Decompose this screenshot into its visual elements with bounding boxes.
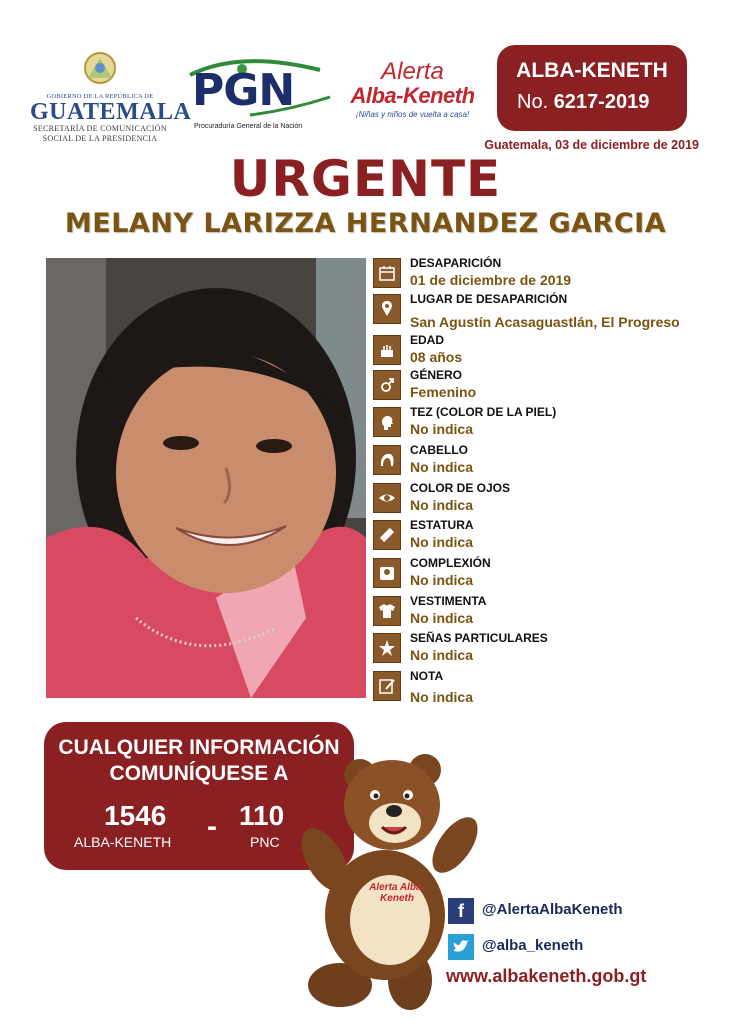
- info-nota: [373, 671, 723, 707]
- ruler-icon: [373, 520, 401, 550]
- info-edad: [373, 335, 723, 371]
- gender-icon: [373, 370, 401, 400]
- birthday-cake-icon: [373, 335, 401, 365]
- info-ojos: [373, 483, 723, 519]
- pgn-name: PGN: [192, 65, 295, 116]
- guatemala-government-logo: [30, 48, 192, 148]
- scale-icon: [373, 558, 401, 588]
- info-label: CABELLO: [410, 443, 468, 457]
- guatemala-sub-line-2: SOCIAL DE LA PRESIDENCIA: [42, 134, 158, 143]
- location-pin-icon: [373, 294, 401, 324]
- info-vestimenta: [373, 596, 723, 632]
- alba-keneth-word: Alba-Keneth: [350, 83, 475, 108]
- guatemala-top-text: GOBIERNO DE LA REPÚBLICA DE: [46, 93, 154, 100]
- bear-badge-text: Alerta Alba-Keneth: [369, 882, 425, 904]
- case-title: ALBA-KENETH: [516, 59, 668, 82]
- info-label: LUGAR DE DESAPARICIÓN: [410, 292, 568, 306]
- info-label: GÉNERO: [410, 368, 463, 382]
- info-label: DESAPARICIÓN: [410, 256, 502, 270]
- alerta-tagline: ¡Niñas y niños de vuelta a casa!: [355, 110, 470, 119]
- info-label: TEZ (COLOR DE LA PIEL): [410, 405, 557, 419]
- info-value: No indica: [410, 689, 474, 705]
- info-complexion: [373, 558, 723, 594]
- phone-pnc[interactable]: 110: [239, 800, 285, 831]
- case-number-box: [497, 45, 687, 131]
- alerta-word: Alerta: [381, 58, 444, 85]
- eye-icon: [373, 483, 401, 513]
- alerta-alba-keneth-logo: [345, 60, 480, 130]
- shirt-icon: [373, 596, 401, 626]
- info-value: 01 de diciembre de 2019: [410, 272, 572, 288]
- hair-icon: [373, 445, 401, 475]
- website-link[interactable]: www.albakeneth.gob.gt: [446, 966, 647, 986]
- info-label: NOTA: [410, 669, 444, 683]
- note-icon: [373, 671, 401, 701]
- case-number-value: 6217-2019: [553, 91, 650, 113]
- urgent-title: URGENTE: [229, 150, 502, 208]
- missing-person-name: MELANY LARIZZA HERNANDEZ GARCIA: [64, 208, 667, 239]
- info-lugar: [373, 294, 723, 330]
- phone-alba-keneth[interactable]: 1546: [104, 800, 167, 831]
- phone-separator: -: [207, 810, 217, 843]
- calendar-icon: [373, 258, 401, 288]
- info-cabello: [373, 445, 723, 481]
- pgn-logo: [180, 55, 340, 135]
- info-value: No indica: [410, 610, 474, 626]
- twitter-icon: [448, 934, 474, 960]
- head-profile-icon: [373, 407, 401, 437]
- info-estatura: [373, 520, 723, 556]
- info-value: No indica: [410, 497, 474, 513]
- contact-line-1: CUALQUIER INFORMACIÓN: [58, 736, 340, 759]
- guatemala-name: GUATEMALA: [30, 99, 192, 125]
- case-number-prefix: No.: [517, 91, 549, 113]
- phone-alba-keneth-label: ALBA-KENETH: [74, 834, 172, 850]
- guatemala-seal-icon: [80, 48, 120, 88]
- facebook-icon: f: [448, 898, 474, 924]
- guatemala-sub-line-1: SECRETARÍA DE COMUNICACIÓN: [33, 124, 167, 133]
- info-genero: [373, 370, 723, 406]
- missing-person-photo: [46, 258, 366, 698]
- phone-pnc-label: PNC: [250, 834, 280, 850]
- case-number: [517, 91, 649, 114]
- info-value: No indica: [410, 572, 474, 588]
- info-label: COMPLEXIÓN: [410, 556, 491, 570]
- info-value: No indica: [410, 459, 474, 475]
- facebook-handle[interactable]: @AlertaAlbaKeneth: [482, 901, 623, 918]
- info-label: SEÑAS PARTICULARES: [410, 631, 548, 645]
- info-desaparicion: [373, 258, 723, 294]
- alert-date: Guatemala, 03 de diciembre de 2019: [484, 138, 699, 152]
- info-label: COLOR DE OJOS: [410, 481, 511, 495]
- info-senas: [373, 633, 723, 669]
- info-value: 08 años: [410, 349, 463, 365]
- info-label: VESTIMENTA: [410, 594, 487, 608]
- twitter-handle[interactable]: @alba_keneth: [482, 937, 584, 954]
- info-value: No indica: [410, 421, 474, 437]
- info-tez: [373, 407, 723, 443]
- star-icon: [373, 633, 401, 663]
- info-value: No indica: [410, 647, 474, 663]
- info-label: EDAD: [410, 333, 445, 347]
- info-label: ESTATURA: [410, 518, 474, 532]
- info-value: Femenino: [410, 384, 477, 400]
- pgn-subtitle: Procuraduría General de la Nación: [194, 123, 303, 130]
- info-value: San Agustín Acasaguastlán, El Progreso: [410, 314, 680, 330]
- info-value: No indica: [410, 534, 474, 550]
- contact-line-2: COMUNÍQUESE A: [109, 762, 289, 785]
